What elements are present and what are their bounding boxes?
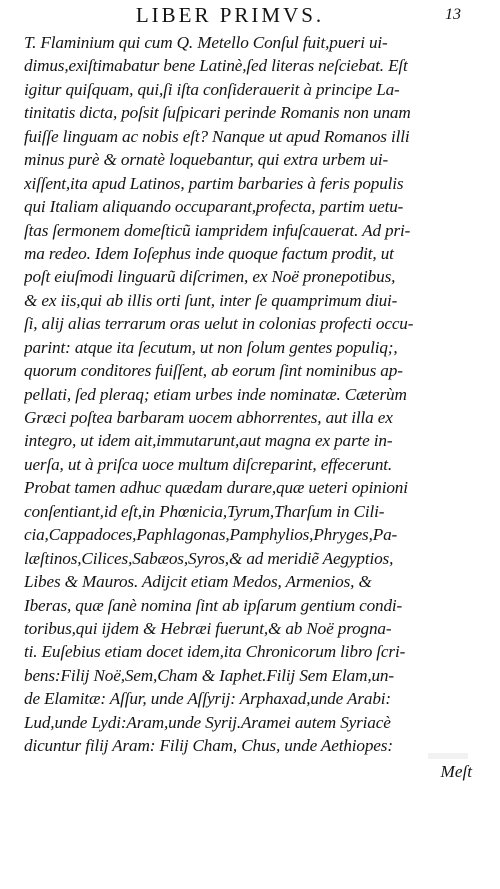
text-line: ſtas ſermonem domeſticũ iampridem infuſcauerat. Ad pri- — [24, 220, 411, 240]
text-line: Libes & Mauros. Adijcit etiam Medos, Armenios, & — [24, 572, 372, 592]
text-line: integro, ut idem ait,immutarunt,aut magna ex parte in- — [24, 431, 393, 451]
running-head: LIBER PRIMVS. — [135, 3, 325, 27]
text-line: qui Italiam aliquando occuparant,profecta, partim uetu- — [24, 197, 404, 217]
text-line: pellati, ſed pleraq; etiam urbes inde nominatæ. Cæterùm — [24, 384, 407, 404]
text-line: Græci poſtea barbaram uocem abhorrentes, aut illa ex — [24, 408, 393, 427]
text-line: xiſſent,ita apud Latinos, partim barbaries à feris populis — [24, 173, 404, 193]
text-line: bens:Filij Noë,Sem,Cham & Iaphet.Filij Sem Elam,un- — [24, 665, 394, 685]
text-line: læſtinos,Cilices,Sabæos,Syros,& ad meridiẽ Aegyptios, — [24, 548, 394, 568]
page-header — [0, 2, 500, 28]
text-line: cia,Cappadoces,Paphlagonas,Pamphylios,Phryges,Pa- — [24, 525, 398, 545]
text-line: poſt eiuſmodi linguarũ diſcrimen, ex Noë pronepotibus, — [24, 267, 396, 287]
text-line: dicuntur filij Aram: Filij Cham, Chus, unde Aethiopes: — [24, 736, 393, 756]
text-line: dimus,exiſtimabatur bene Latinè,ſed literas neſciebat. Eſt — [24, 56, 408, 76]
text-line: Probat tamen adhuc quædam durare,quæ ueteri opinioni — [24, 478, 408, 498]
body-text — [24, 31, 476, 758]
page-number: 13 — [445, 6, 461, 23]
text-line: Iberas, quæ ſanè nomina ſint ab ipſarum gentium condi- — [24, 595, 403, 615]
text-line: & ex iis,qui ab illis orti ſunt, inter ſe quamprimum diui- — [24, 290, 398, 310]
text-line: igitur quiſquam, qui,ſi iſta conſiderauerit à principe La- — [24, 79, 400, 99]
text-line: ti. Euſebius etiam docet idem,ita Chronicorum libro ſcri- — [24, 642, 406, 662]
text-line: uerſa, ut à priſca uoce multum diſcreparint, effecerunt. — [24, 454, 393, 474]
text-line: de Elamitæ: Aſſur, unde Aſſyrij: Arphaxad,unde Arabi: — [24, 689, 391, 709]
text-line: toribus,qui ijdem & Hebræi fuerunt,& ab Noë progna- — [24, 618, 392, 638]
text-line: parint: atque ita ſecutum, ut non ſolum gentes populiq;, — [24, 337, 398, 357]
text-line: ſi, alij alias terrarum oras uelut in colonias profecti occu- — [24, 314, 414, 334]
text-line: quorum conditores fuiſſent, ab eorum ſint nominibus ap- — [24, 361, 403, 381]
text-line: ma redeo. Idem Ioſephus inde quoque factum prodit, ut — [24, 243, 394, 263]
catchword: Meſt — [440, 762, 472, 781]
text-line: tinitatis dicta, poſsit ſuſpicari perinde Romanis non unam — [24, 103, 411, 123]
text-line: fuiſſe linguam ac nobis eſt? Nanque ut apud Romanos illi — [24, 126, 410, 146]
show-through-mark — [428, 753, 468, 759]
text-line: Lud,unde Lydi:Aram,unde Syrij.Aramei autem Syriacè — [24, 712, 391, 732]
text-line: minus purè & ornatè loquebantur, qui extra urbem ui- — [24, 150, 389, 170]
text-line: T. Flaminium qui cum Q. Metello Conſul fuit,pueri ui- — [24, 33, 388, 52]
text-line: conſentiant,id eſt,in Phœnicia,Tyrum,Tharſum in Cili- — [24, 501, 385, 521]
